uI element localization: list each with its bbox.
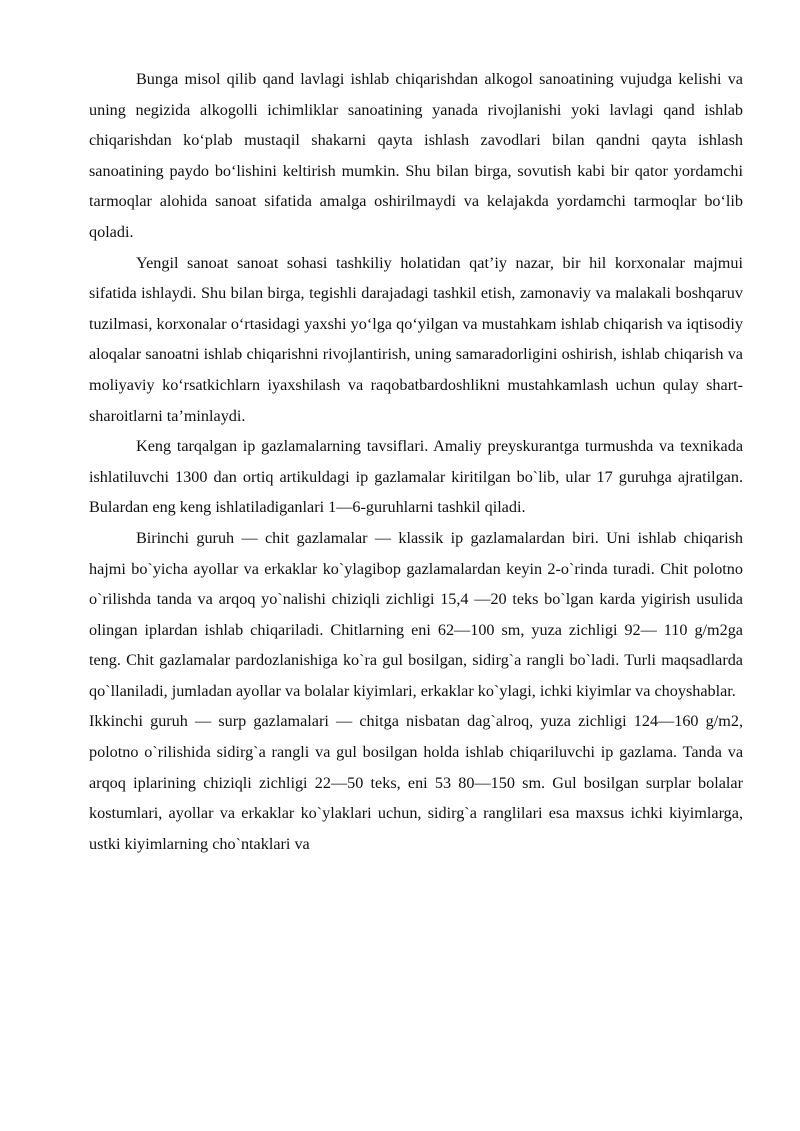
paragraph-3: Keng tarqalgan ip gazlamalarning tavsiflari. Amaliy preyskurantga turmushda va texnikada ishlatiluvchi 1300 dan ortiq artikuldagi ip gazlamalar kiritilgan bo`lib, ular 17 guruhga ajratilgan. Bulardan eng keng ishlatiladiganlari 1—6-guruhlarni tashkil qiladi. [89, 437, 743, 517]
paragraph-2: Yengil sanoat sanoat sohasi tashkiliy holatidan qat’iy nazar, bir hil korxonalar majmui sifatida ishlaydi. Shu bilan birga, tegishli darajadagi tashkil etish, zamonaviy va malakali boshqaruv tuzilmasi, korxonalar o‘rtasidagi yaxshi yo‘lga qo‘yilgan va mustahkam ishlab chiqarish va iqtisodiy aloqalar sanoatni ishlab chiqarishni rivojlantirish, uning samaradorligini oshirish, ishlab chiqarish va moliyaviy ko‘rsatkichlarn iyaxshilash va raqobatbardoshlikni mustahkamlash uchun qulay shart-sharoitlarni ta’minlaydi. [89, 253, 743, 425]
paragraph-4: Birinchi guruh — chit gazlamalar — klassik ip gazlamalardan biri. Uni ishlab chiqarish hajmi bo`yicha ayollar va erkaklar ko`ylagibop gazlamalardan keyin 2-o`rinda turadi. Chit polotno o`rilishda tanda va arqoq yo`nalishi chiziqli zichligi 15,4 —20 teks bo`lgan karda yigirish usulida olingan iplardan ishlab chiqariladi. Chitlarning eni 62—100 sm, yuza zichligi 92— 110 g/m2ga teng. Chit gazlamalar pardozlanishiga ko`ra gul bosilgan, sidirg`a rangli bo`ladi. Turli maqsadlarda qo`llaniladi, jumladan ayollar va bolalar kiyimlari, erkaklar ko`ylagi, ichki kiyimlar va choyshablar. [89, 528, 743, 700]
paragraph-5: Ikkinchi guruh — surp gazlamalari — chitga nisbatan dag`alroq, yuza zichligi 124—160 g/m2, polotno o`rilishida sidirg`a rangli va gul bosilgan holda ishlab chiqariluvchi ip gazlama. Tanda va arqoq iplarining chiziqli zichligi 22—50 teks, eni 53 80—150 sm. Gul bosilgan surplar bolalar kostumlari, ayollar va erkaklar ko`ylaklari uchun, sidirg`a ranglilari esa maxsus ichki kiyimlarga, ustki kiyimlarning cho`ntaklari va [89, 712, 743, 853]
paragraph-1: Bunga misol qilib qand lavlagi ishlab chiqarishdan alkogol sanoatining vujudga kelishi va uning negizida alkogolli ichimliklar sanoatining yanada rivojlanishi yoki lavlagi qand ishlab chiqarishdan ko‘plab mustaqil shakarni qayta ishlash zavodlari bilan qandni qayta ishlash sanoatining paydo bo‘lishini keltirish mumkin. Shu bilan birga, sovutish kabi bir qator yordamchi tarmoqlar alohida sanoat sifatida amalga oshirilmaydi va kelajakda yordamchi tarmoqlar bo‘lib qoladi. [89, 70, 743, 241]
document-page [89, 64, 743, 859]
